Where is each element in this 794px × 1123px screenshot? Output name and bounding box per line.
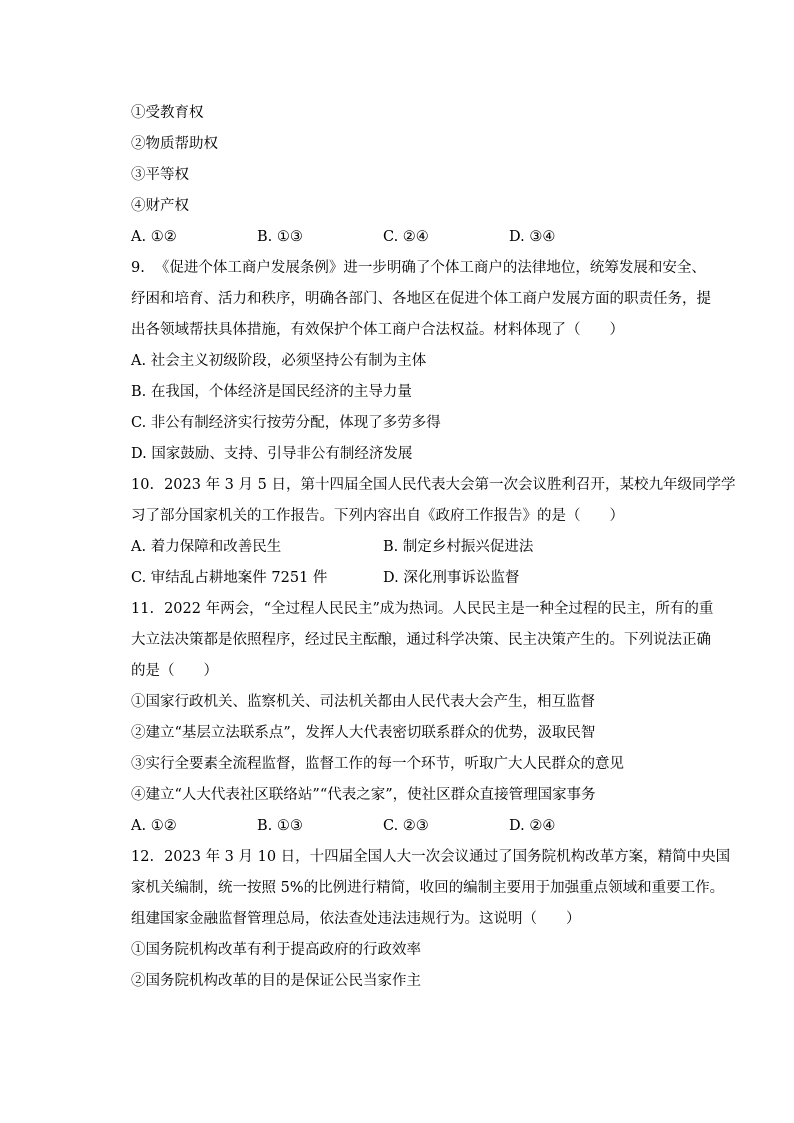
q9-stem-line-3: 出各领域帮扶具体措施，有效保护个体工商户合法权益。材料体现了（ ） bbox=[131, 322, 624, 338]
q12-stem-line-3: 组建国家金融监督管理总局，依法查处违法违规行为。这说明（ ） bbox=[131, 911, 581, 927]
q8-option-a: A. ①② bbox=[131, 229, 177, 245]
q11-item-3: ③实行全要素全流程监督，监督工作的每一个环节，听取广大人民群众的意见 bbox=[131, 756, 624, 772]
q11-block bbox=[131, 594, 714, 842]
q8-option-b: B. ①③ bbox=[257, 229, 303, 245]
q9-option-b: B. 在我国，个体经济是国民经济的主导力量 bbox=[131, 384, 412, 400]
q12-stem-line-1 bbox=[131, 842, 731, 873]
q8-item-3: ③平等权 bbox=[131, 167, 189, 183]
q11-item-1: ①国家行政机关、监察机关、司法机关都由人民代表大会产生，相互监督 bbox=[131, 694, 595, 710]
q8-block bbox=[131, 98, 671, 253]
q9-stem-line-2: 纾困和培育、活力和秩序，明确各部门、各地区在促进个体工商户发展方面的职责任务，提 bbox=[131, 291, 711, 307]
q11-number: 11. bbox=[131, 601, 155, 617]
q10-option-b: B. 制定乡村振兴促进法 bbox=[383, 539, 534, 555]
q8-item-1: ①受教育权 bbox=[131, 105, 204, 121]
q10-stem-line-1 bbox=[131, 470, 736, 501]
q9-stem-line-1 bbox=[131, 253, 706, 284]
q11-options bbox=[131, 811, 671, 842]
q9-option-a: A. 社会主义初级阶段，必须坚持公有制为主体 bbox=[131, 353, 427, 369]
q12-item-2: ②国务院机构改革的目的是保证公民当家作主 bbox=[131, 973, 421, 989]
q12-item-1: ①国务院机构改革有利于提高政府的行政效率 bbox=[131, 942, 421, 958]
q10-stem-line-2: 习了部分国家机关的工作报告。下列内容出自《政府工作报告》的是（ ） bbox=[131, 508, 624, 524]
q8-option-c: C. ②④ bbox=[383, 229, 429, 245]
q11-item-4: ④建立“人大代表社区联络站”“代表之家”，使社区群众直接管理国家事务 bbox=[131, 787, 596, 803]
q11-option-a: A. ①② bbox=[131, 818, 177, 834]
q12-block bbox=[131, 842, 731, 997]
q11-option-c: C. ②③ bbox=[383, 818, 429, 834]
q9-number: 9. bbox=[131, 260, 145, 276]
q8-item-4: ④财产权 bbox=[131, 198, 189, 214]
q12-stem-line-2: 家机关编制，统一按照 5%的比例进行精简，收回的编制主要用于加强重点领域和重要工作。 bbox=[131, 880, 725, 896]
q9-option-c: C. 非公有制经济实行按劳分配，体现了多劳多得 bbox=[131, 415, 441, 431]
q9-stem-text-1: 《促进个体工商户发展条例》进一步明确了个体工商户的法律地位，统筹发展和安全、 bbox=[154, 260, 706, 276]
q11-stem-text-1: 2022 年两会，“全过程人民民主”成为热词。人民民主是一种全过程的民主，所有的重 bbox=[164, 601, 714, 617]
exam-page bbox=[131, 98, 736, 997]
q10-number: 10. bbox=[131, 477, 155, 493]
q12-number: 12. bbox=[131, 849, 155, 865]
q8-item-2: ②物质帮助权 bbox=[131, 136, 218, 152]
q11-stem-line-1 bbox=[131, 594, 714, 625]
q11-stem-line-2: 大立法决策都是依照程序，经过民主酝酿，通过科学决策、民主决策产生的。下列说法正确 bbox=[131, 632, 711, 648]
q8-options bbox=[131, 222, 671, 253]
q9-block bbox=[131, 253, 711, 470]
q12-stem-text-1: 2023 年 3 月 10 日，十四届全国人大一次会议通过了国务院机构改革方案，精简中央国 bbox=[164, 849, 731, 865]
q11-item-2: ②建立“基层立法联系点”，发挥人大代表密切联系群众的优势，汲取民智 bbox=[131, 725, 596, 741]
q10-option-c: C. 审结乱占耕地案件 7251 件 bbox=[131, 570, 328, 586]
q11-stem-line-3: 的是（ ） bbox=[131, 663, 218, 679]
q10-options-row-2 bbox=[131, 563, 671, 594]
q10-stem-text-1: 2023 年 3 月 5 日，第十四届全国人民代表大会第一次会议胜利召开，某校九年级同学学 bbox=[164, 477, 736, 493]
q10-options-row-1 bbox=[131, 532, 671, 563]
q8-option-d: D. ③④ bbox=[509, 229, 556, 245]
q11-option-d: D. ②④ bbox=[509, 818, 556, 834]
q10-option-a: A. 着力保障和改善民生 bbox=[131, 539, 282, 555]
q10-option-d: D. 深化刑事诉讼监督 bbox=[383, 570, 520, 586]
q11-option-b: B. ①③ bbox=[257, 818, 303, 834]
q9-option-d: D. 国家鼓励、支持、引导非公有制经济发展 bbox=[131, 446, 413, 462]
q10-block bbox=[131, 470, 736, 594]
